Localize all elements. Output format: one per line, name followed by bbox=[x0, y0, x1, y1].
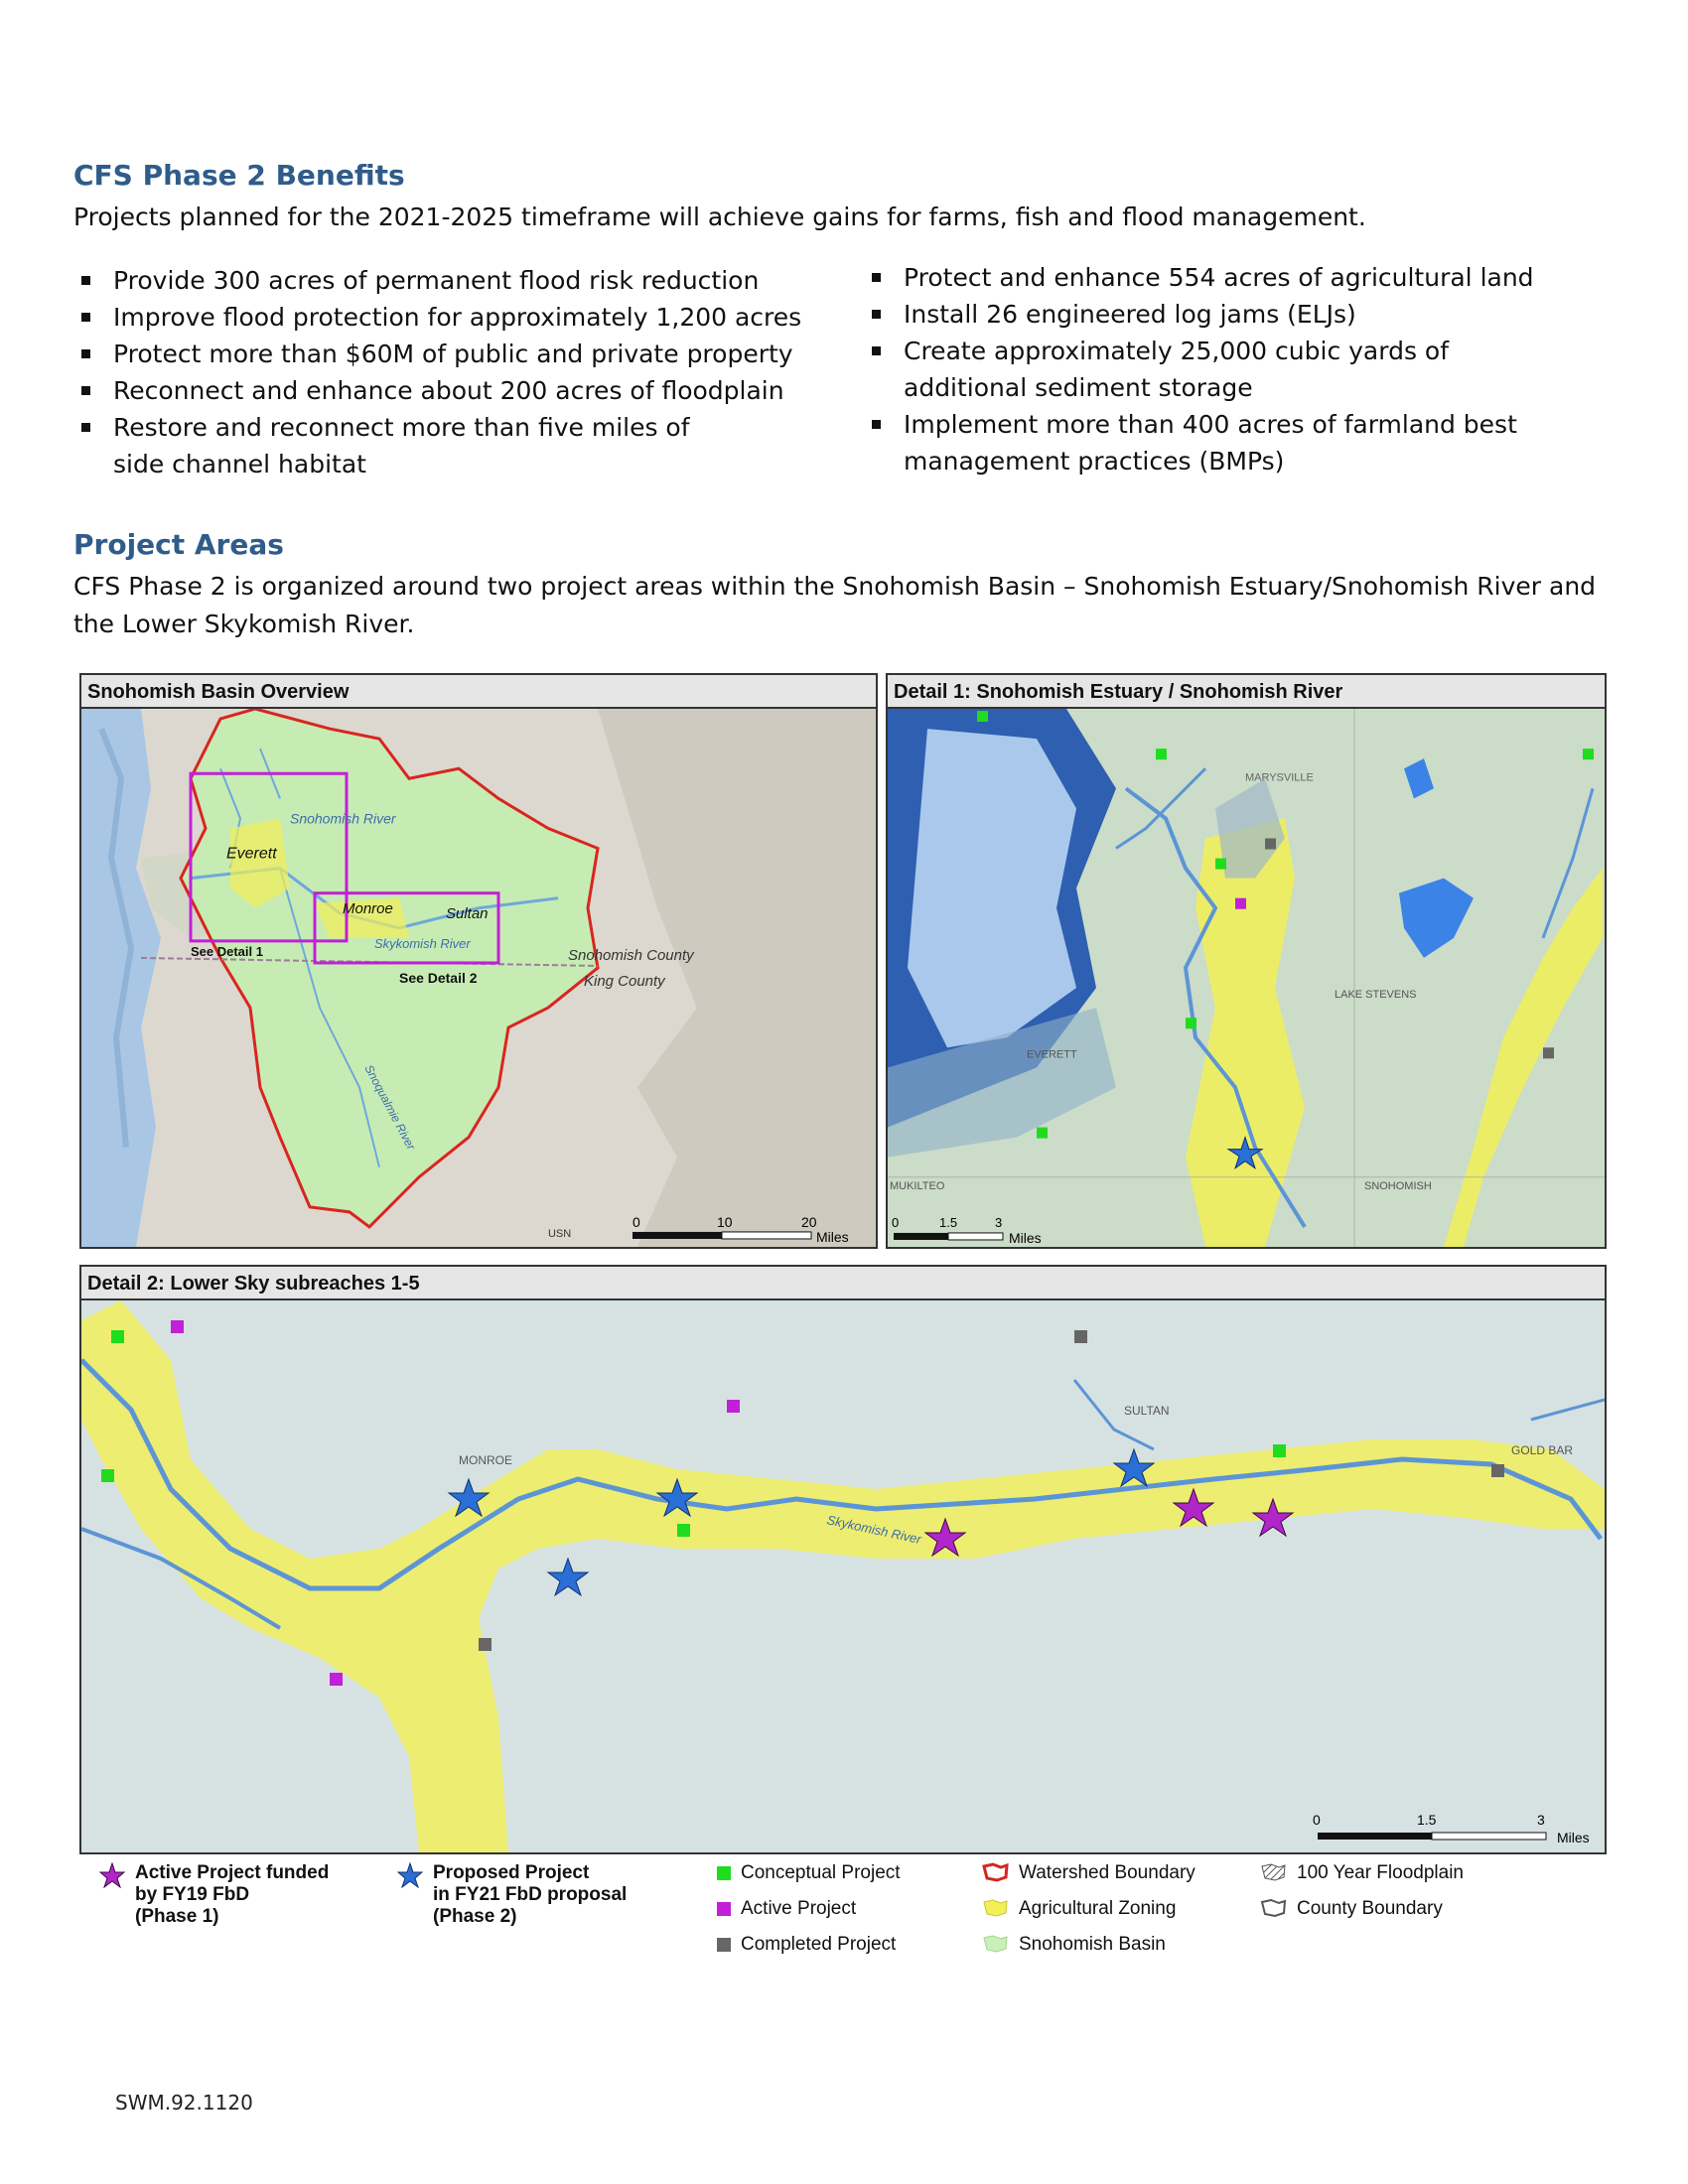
legend-active-funded-line1: Active Project funded bbox=[135, 1862, 330, 1883]
benefits-intro: Projects planned for the 2021-2025 timeframe will achieve gains for farms, fish and flood management. bbox=[73, 203, 1366, 231]
active-project-marker bbox=[1235, 898, 1246, 909]
scale-tick: 1.5 bbox=[939, 1214, 958, 1230]
detail1-map[interactable] bbox=[888, 709, 1605, 1247]
legend-county-label: County Boundary bbox=[1297, 1898, 1443, 1919]
legend-watershed-label: Watershed Boundary bbox=[1019, 1862, 1196, 1883]
scale-tick: 20 bbox=[801, 1213, 817, 1230]
list-item: Restore and reconnect more than five miles of side channel habitat bbox=[77, 409, 709, 482]
legend-completed-label: Completed Project bbox=[741, 1934, 897, 1955]
overview-label-county1: Snohomish County bbox=[568, 946, 694, 964]
overview-label-sultan: Sultan bbox=[446, 904, 489, 922]
detail1-map-title: Detail 1: Snohomish Estuary / Snohomish River bbox=[888, 675, 1605, 709]
detail2-label-monroe: MONROE bbox=[459, 1453, 512, 1467]
detail1-label-marysville: MARYSVILLE bbox=[1245, 771, 1314, 784]
conceptual-project-marker bbox=[1273, 1444, 1286, 1457]
active-project-marker bbox=[727, 1400, 740, 1413]
overview-label-usn: USN bbox=[548, 1227, 572, 1240]
overview-label-river3: Snoqualmie River bbox=[361, 1062, 419, 1153]
project-areas-heading: Project Areas bbox=[73, 528, 284, 561]
document-footer: SWM.92.1120 bbox=[115, 2091, 253, 2115]
overview-map-panel bbox=[79, 673, 878, 1249]
legend-ag-zoning bbox=[981, 1898, 1176, 1920]
legend-county bbox=[1259, 1898, 1443, 1920]
conceptual-project-marker bbox=[677, 1524, 690, 1537]
legend-active-funded-line3: (Phase 1) bbox=[135, 1906, 219, 1927]
detail1-label-everett: EVERETT bbox=[1027, 1048, 1077, 1061]
scale-tick: 3 bbox=[1537, 1812, 1545, 1828]
scale-tick: 0 bbox=[1313, 1812, 1321, 1828]
legend-ag-zoning-label: Agricultural Zoning bbox=[1019, 1898, 1177, 1919]
legend-floodplain bbox=[1259, 1862, 1464, 1884]
legend-conceptual bbox=[717, 1862, 901, 1884]
star-icon bbox=[99, 1862, 125, 1888]
square-icon bbox=[717, 1902, 731, 1916]
legend-watershed bbox=[981, 1862, 1196, 1884]
benefits-heading: CFS Phase 2 Benefits bbox=[73, 159, 405, 192]
list-item: Improve flood protection for approximately 1,200 acres bbox=[77, 299, 832, 336]
legend-completed bbox=[717, 1934, 896, 1956]
completed-project-marker bbox=[1491, 1464, 1504, 1477]
legend-basin bbox=[981, 1934, 1166, 1956]
overview-label-detail1: See Detail 1 bbox=[191, 943, 263, 959]
completed-project-marker bbox=[479, 1638, 492, 1651]
detail1-label-lake-stevens: LAKE STEVENS bbox=[1335, 989, 1417, 1002]
hatched-polygon-icon bbox=[1259, 1862, 1287, 1882]
scale-tick: 1.5 bbox=[1417, 1812, 1437, 1828]
benefits-left-list bbox=[77, 262, 832, 482]
square-icon bbox=[717, 1938, 731, 1952]
detail2-label-river: Skykomish River bbox=[825, 1512, 923, 1548]
detail2-map[interactable] bbox=[81, 1300, 1605, 1852]
project-areas-text: CFS Phase 2 is organized around two project areas within the Snohomish Basin – Snohomish Estuary/Snohomish River and the Lower Skykomish River. bbox=[73, 572, 1597, 638]
polygon-fill-icon bbox=[981, 1898, 1009, 1918]
conceptual-project-marker bbox=[1583, 749, 1594, 759]
list-item: Protect and enhance 554 acres of agricultural land bbox=[868, 259, 1622, 296]
active-project-marker bbox=[330, 1673, 343, 1686]
benefits-right-list bbox=[868, 259, 1622, 479]
scale-tick: 0 bbox=[892, 1214, 900, 1230]
legend-conceptual-label: Conceptual Project bbox=[741, 1862, 901, 1883]
conceptual-project-marker bbox=[1186, 1018, 1196, 1028]
detail2-map-panel bbox=[79, 1265, 1607, 1854]
conceptual-project-marker bbox=[111, 1330, 124, 1343]
detail2-label-gold-bar: GOLD BAR bbox=[1511, 1443, 1574, 1457]
scale-tick: 3 bbox=[995, 1214, 1003, 1230]
legend-proposed-line2: in FY21 FbD proposal bbox=[433, 1884, 628, 1905]
conceptual-project-marker bbox=[977, 711, 988, 722]
overview-label-river1: Snohomish River bbox=[290, 810, 396, 827]
legend-proposed bbox=[397, 1862, 627, 1928]
legend-active bbox=[717, 1898, 856, 1920]
detail1-label-mukilteo: MUKILTEO bbox=[890, 1179, 945, 1192]
conceptual-project-marker bbox=[1037, 1128, 1048, 1139]
detail2-label-sultan: SULTAN bbox=[1124, 1404, 1170, 1418]
overview-label-detail2: See Detail 2 bbox=[399, 969, 478, 987]
completed-project-marker bbox=[1543, 1047, 1554, 1058]
scale-unit: Miles bbox=[816, 1228, 849, 1245]
scale-unit: Miles bbox=[1009, 1229, 1042, 1246]
legend-proposed-line3: (Phase 2) bbox=[433, 1906, 517, 1927]
scale-tick: 10 bbox=[717, 1213, 733, 1230]
list-item: Create approximately 25,000 cubic yards of additional sediment storage bbox=[868, 333, 1499, 406]
map-legend bbox=[99, 1862, 1609, 1955]
polygon-outline-icon bbox=[1259, 1898, 1287, 1918]
conceptual-project-marker bbox=[1215, 859, 1226, 870]
overview-map-title: Snohomish Basin Overview bbox=[81, 675, 876, 709]
polygon-outline-icon bbox=[981, 1862, 1009, 1882]
list-item: Protect more than $60M of public and private property bbox=[77, 336, 832, 372]
polygon-fill-icon bbox=[981, 1934, 1009, 1954]
overview-label-monroe: Monroe bbox=[343, 899, 393, 917]
overview-map[interactable] bbox=[81, 709, 876, 1247]
square-icon bbox=[717, 1866, 731, 1880]
list-item: Install 26 engineered log jams (ELJs) bbox=[868, 296, 1622, 333]
overview-label-everett: Everett bbox=[226, 844, 277, 863]
conceptual-project-marker bbox=[1156, 749, 1167, 759]
scale-unit: Miles bbox=[1557, 1830, 1590, 1845]
conceptual-project-marker bbox=[101, 1469, 114, 1482]
legend-active-funded-line2: by FY19 FbD bbox=[135, 1884, 250, 1905]
scale-tick: 0 bbox=[633, 1213, 640, 1230]
detail2-map-title: Detail 2: Lower Sky subreaches 1-5 bbox=[81, 1267, 1605, 1300]
list-item: Provide 300 acres of permanent flood risk reduction bbox=[77, 262, 832, 299]
overview-label-river2: Skykomish River bbox=[374, 935, 471, 951]
legend-active-funded bbox=[99, 1862, 329, 1928]
legend-active-label: Active Project bbox=[741, 1898, 857, 1919]
completed-project-marker bbox=[1074, 1330, 1087, 1343]
detail1-map-panel bbox=[886, 673, 1607, 1249]
list-item: Reconnect and enhance about 200 acres of floodplain bbox=[77, 372, 832, 409]
legend-floodplain-label: 100 Year Floodplain bbox=[1297, 1862, 1464, 1883]
star-icon bbox=[397, 1862, 423, 1888]
detail1-label-snohomish: SNOHOMISH bbox=[1364, 1179, 1432, 1192]
active-project-marker bbox=[171, 1320, 184, 1333]
completed-project-marker bbox=[1265, 838, 1276, 849]
legend-basin-label: Snohomish Basin bbox=[1019, 1934, 1166, 1955]
overview-label-county2: King County bbox=[584, 973, 665, 991]
legend-proposed-line1: Proposed Project bbox=[433, 1862, 590, 1883]
list-item: Implement more than 400 acres of farmland best management practices (BMPs) bbox=[868, 406, 1559, 479]
